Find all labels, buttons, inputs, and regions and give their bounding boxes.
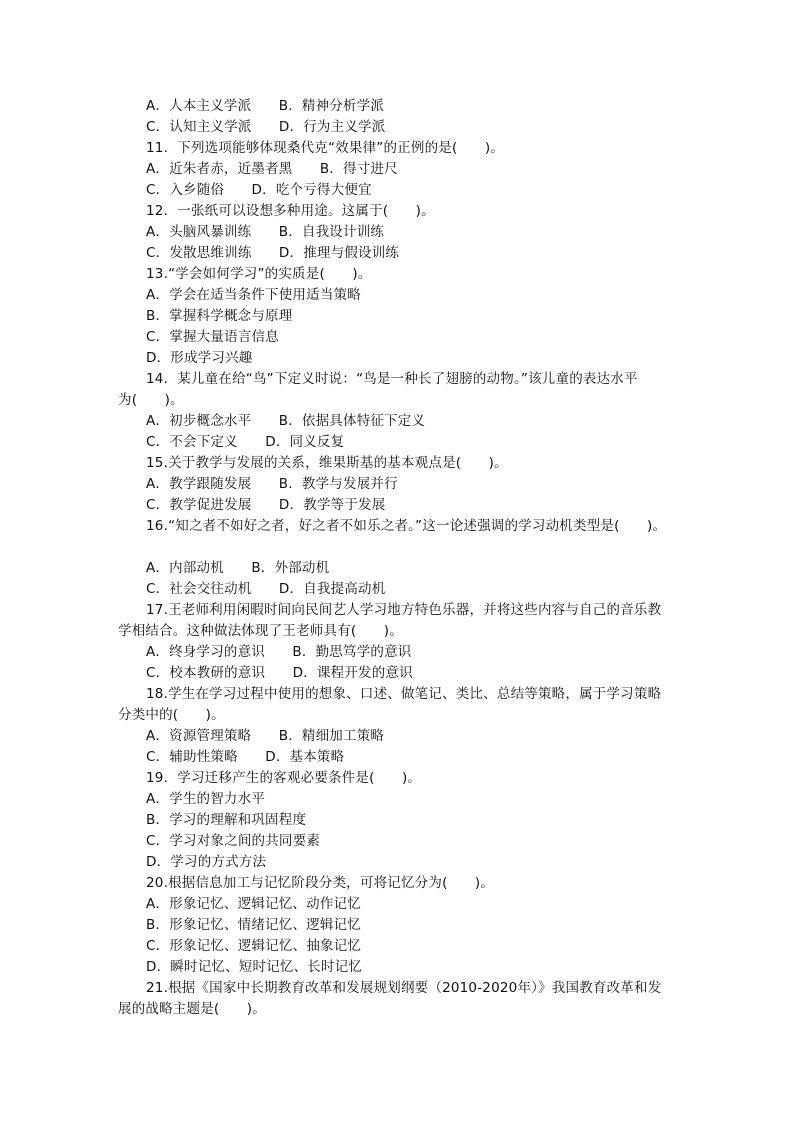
q15-options-cd: C．教学促进发展 D．教学等于发展 xyxy=(146,497,386,513)
q19-option-a: A．学生的智力水平 xyxy=(146,791,266,807)
q15-question: 15.关于教学与发展的关系，维果斯基的基本观点是( )。 xyxy=(146,455,508,471)
q20-option-c: C．形象记忆、逻辑记忆、抽象记忆 xyxy=(146,938,362,954)
q16-options-cd: C．社会交往动机 D．自我提高动机 xyxy=(146,581,386,597)
q13-question: 13.“学会如何学习”的实质是( )。 xyxy=(146,266,372,282)
q10-options-ab: A．人本主义学派 B．精神分析学派 xyxy=(146,98,385,114)
q20-option-b: B．形象记忆、情绪记忆、逻辑记忆 xyxy=(146,917,361,933)
q14-question-cont: 为( )。 xyxy=(118,392,184,408)
q13-option-c: C．掌握大量语言信息 xyxy=(146,329,279,345)
q12-options-ab: A．头脑风暴训练 B．自我设计训练 xyxy=(146,224,385,240)
q20-question: 20.根据信息加工与记忆阶段分类，可将记忆分为( )。 xyxy=(146,875,495,891)
q14-options-ab: A．初步概念水平 B．依据具体特征下定义 xyxy=(146,413,426,429)
q18-question-cont: 分类中的( )。 xyxy=(118,707,225,723)
q17-question-cont: 学相结合。这种做法体现了王老师具有( )。 xyxy=(118,623,403,639)
q11-options-cd: C．入乡随俗 D．吃个亏得大便宜 xyxy=(146,182,372,198)
q13-option-b: B．掌握科学概念与原理 xyxy=(146,308,293,324)
q17-question: 17.王老师利用闲暇时间向民间艺人学习地方特色乐器，并将这些内容与自己的音乐教 xyxy=(146,602,662,618)
q11-options-ab: A．近朱者赤，近墨者黑 B．得寸进尺 xyxy=(146,161,398,177)
q11-question: 11．下列选项能够体现桑代克“效果律”的正例的是( )。 xyxy=(146,140,504,156)
q13-option-a: A．学会在适当条件下使用适当策略 xyxy=(146,287,361,303)
q14-question: 14．某儿童在给“鸟”下定义时说：“鸟是一种长了翅膀的动物。”该儿童的表达水平 xyxy=(146,371,638,387)
q20-option-a: A．形象记忆、逻辑记忆、动作记忆 xyxy=(146,896,361,912)
q10-options-cd: C．认知主义学派 D．行为主义学派 xyxy=(146,119,386,135)
q14-options-cd: C．不会下定义 D．同义反复 xyxy=(146,434,345,450)
q19-question: 19．学习迁移产生的客观必要条件是( )。 xyxy=(146,770,422,786)
q15-options-ab: A．教学跟随发展 B．教学与发展并行 xyxy=(146,476,398,492)
q21-question-cont: 展的战略主题是( )。 xyxy=(118,1001,266,1017)
q13-option-d: D．形成学习兴趣 xyxy=(146,350,253,366)
q19-option-d: D．学习的方式方法 xyxy=(146,854,267,870)
q17-options-ab: A．终身学习的意识 B．勤思笃学的意识 xyxy=(146,644,412,660)
q19-option-c: C．学习对象之间的共同要素 xyxy=(146,833,321,849)
q18-question: 18.学生在学习过程中使用的想象、口述、做笔记、类比、总结等策略，属于学习策略 xyxy=(146,686,662,702)
q16-question: 16.“知之者不如好之者，好之者不如乐之者。”这一论述强调的学习动机类型是( )。 xyxy=(146,518,667,534)
q18-options-ab: A．资源管理策略 B．精细加工策略 xyxy=(146,728,385,744)
q18-options-cd: C．辅助性策略 D．基本策略 xyxy=(146,749,345,765)
q16-options-ab: A．内部动机 B．外部动机 xyxy=(146,560,330,576)
q20-option-d: D．瞬时记忆、短时记忆、长时记忆 xyxy=(146,959,363,975)
q19-option-b: B．学习的理解和巩固程度 xyxy=(146,812,307,828)
q17-options-cd: C．校本教研的意识 D．课程开发的意识 xyxy=(146,665,413,681)
q21-question: 21.根据《国家中长期教育改革和发展规划纲要（2010-2020年）》我国教育改革和发 xyxy=(146,980,662,996)
q12-options-cd: C．发散思维训练 D．推理与假设训练 xyxy=(146,245,400,261)
q12-question: 12．一张纸可以设想多种用途。这属于( )。 xyxy=(146,203,435,219)
